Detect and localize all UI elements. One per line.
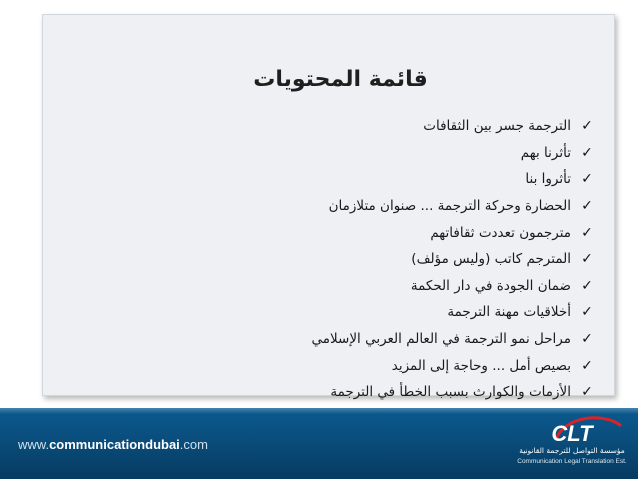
- logo-letters: CLT: [551, 421, 593, 445]
- clt-logo-graphic: [516, 411, 628, 445]
- clt-logo: [516, 411, 628, 473]
- check-icon: ✓: [581, 198, 593, 215]
- list-item-text: التر‌جمة جسر بين الثقافات: [423, 118, 571, 135]
- list-item-text: ضمان الجودة في دار الحكمة: [410, 277, 571, 294]
- list-item-text: المترجم كاتب (وليس مؤلف): [411, 251, 571, 268]
- slide-title: قائمة المحتويات: [253, 67, 428, 92]
- check-icon: ✓: [581, 251, 593, 268]
- check-icon: ✓: [581, 277, 593, 294]
- check-icon: ✓: [581, 171, 593, 188]
- check-icon: ✓: [581, 118, 593, 135]
- list-item: [312, 299, 595, 326]
- list-item-text: تأثروا بنا: [525, 171, 571, 188]
- list-item-text: مراحل نمو الترجمة في العالم العربي الإسلامي: [311, 331, 571, 348]
- check-icon: ✓: [581, 224, 593, 241]
- list-item: [312, 352, 595, 379]
- list-item: [312, 219, 595, 246]
- check-icon: ✓: [581, 304, 593, 321]
- website-name: communicationdubai: [49, 437, 180, 452]
- list-item: [312, 246, 595, 273]
- website-prefix: www.: [18, 437, 50, 452]
- list-item-text: الأزمات والكوارث بسبب الخطأ في الترجمة: [330, 384, 571, 401]
- list-item-text: أخلاقيات مهنة الترجمة: [447, 304, 571, 321]
- list-item: [312, 113, 595, 140]
- logo-arabic-text: مؤسسة التواصل للترجمة القانونية: [519, 446, 625, 455]
- content-panel: [42, 14, 615, 401]
- list-item: [312, 379, 595, 406]
- website-link[interactable]: [18, 437, 208, 452]
- list-item-text: مترجمون تعددت ثقافاتهم: [430, 224, 571, 241]
- logo-english-text: Communication Legal Translation Est.: [517, 458, 627, 465]
- list-item: [312, 326, 595, 353]
- check-icon: ✓: [581, 357, 593, 374]
- list-item: [312, 140, 595, 167]
- check-icon: ✓: [581, 144, 593, 161]
- list-item-text: بصيص أمل ... وحاجة إلى المزيد: [391, 357, 571, 374]
- list-item: [312, 193, 595, 220]
- website-suffix: .com: [179, 437, 208, 452]
- contents-list: [312, 113, 595, 406]
- list-item-text: تأثرنا بهم: [520, 144, 571, 161]
- list-item: [312, 166, 595, 193]
- list-item: [312, 273, 595, 300]
- list-item-text: الحضارة وحركة الترجمة ... صنوان متلازمان: [328, 198, 571, 215]
- check-icon: ✓: [581, 384, 593, 401]
- check-icon: ✓: [581, 331, 593, 348]
